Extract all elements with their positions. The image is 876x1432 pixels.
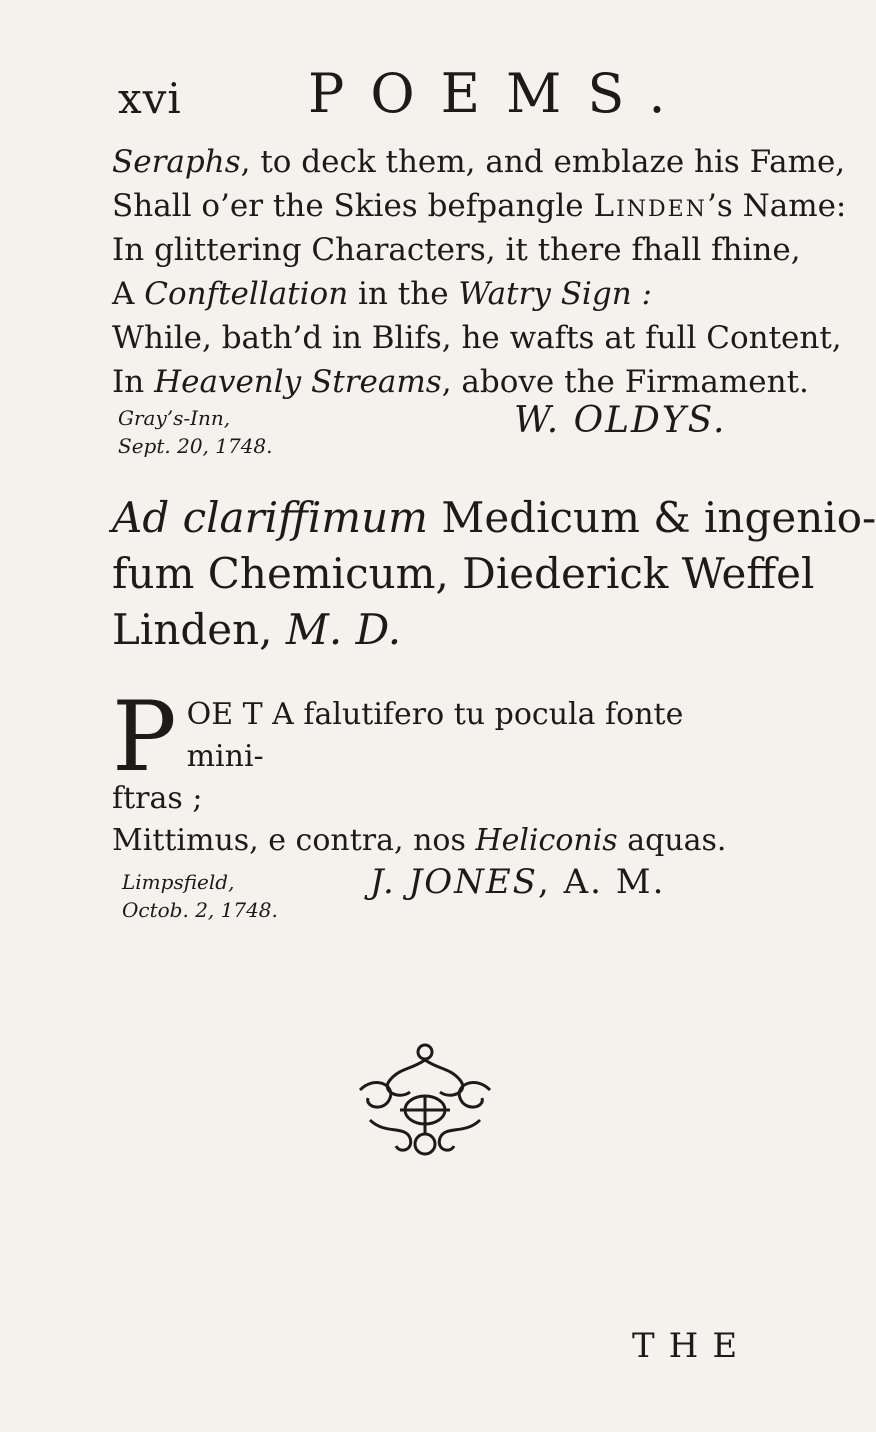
title-line-1 xyxy=(112,490,876,546)
verse-line-1 xyxy=(112,140,846,184)
verse-text: In xyxy=(112,364,155,400)
poem-stanza xyxy=(112,140,847,404)
verse-text: ’s Name: xyxy=(706,188,847,224)
title-text: Linden, xyxy=(112,605,286,654)
poem-title xyxy=(112,490,876,658)
verse-text: , to deck them, and emblaze his Fame, xyxy=(240,144,846,180)
page-number: xvi xyxy=(118,74,182,123)
dateline-date: Sept. 20, 1748. xyxy=(118,434,273,458)
author-signature-2 xyxy=(370,862,665,902)
latin-text: Mittimus, e contra, nos xyxy=(112,823,476,858)
verse-text: A xyxy=(112,276,145,312)
dateline-2 xyxy=(122,868,278,924)
title-line-2: fum Chemicum, Diederick Weffel xyxy=(112,549,815,598)
latin-italic: Heliconis xyxy=(475,823,618,858)
verse-text: Shall o’er the Skies befpangle xyxy=(112,188,594,224)
author-name: J. JONES xyxy=(370,862,538,902)
verse-italic: Watry Sign : xyxy=(458,276,652,312)
title-italic: M. D. xyxy=(285,605,402,654)
dateline-place: Limpsfield, xyxy=(122,870,235,894)
verse-line-5: While, bath’d in Blifs, he wafts at full Content, xyxy=(112,320,842,356)
latin-line-2: ftras ; xyxy=(112,781,203,816)
printers-ornament-icon xyxy=(340,1040,510,1160)
drop-cap: P xyxy=(112,681,177,793)
verse-italic: Seraphs xyxy=(112,144,241,180)
latin-line-1: OE T A falutifero tu pocula fonte mini- xyxy=(186,697,684,774)
dateline-place: Gray’s-Inn, xyxy=(118,406,231,430)
running-head: POEMS. xyxy=(308,62,692,125)
title-line-3 xyxy=(112,602,752,658)
latin-line-3 xyxy=(112,820,752,862)
title-italic: Ad clariffimum xyxy=(112,493,428,542)
author-signature-1: W. OLDYS. xyxy=(514,400,727,441)
verse-line-6 xyxy=(112,360,809,404)
author-degree: , A. M. xyxy=(537,862,666,902)
verse-italic: Heavenly Streams xyxy=(154,364,442,400)
verse-italic: Conftellation xyxy=(144,276,349,312)
page-header xyxy=(118,62,692,125)
catchword: THE xyxy=(632,1326,752,1366)
verse-line-4 xyxy=(112,272,732,316)
latin-verse xyxy=(112,681,752,862)
latin-text: aquas. xyxy=(617,823,727,858)
dateline-date: Octob. 2, 1748. xyxy=(122,898,278,922)
verse-line-3: In glittering Characters, it there fhall fhine, xyxy=(112,232,801,268)
verse-small-caps: Linden xyxy=(593,188,707,224)
dateline-1 xyxy=(118,404,273,460)
verse-text: , above the Firmament. xyxy=(441,364,809,400)
verse-text: in the xyxy=(348,276,459,312)
title-text: Medicum & ingenio- xyxy=(427,493,876,542)
verse-line-2 xyxy=(112,184,847,228)
